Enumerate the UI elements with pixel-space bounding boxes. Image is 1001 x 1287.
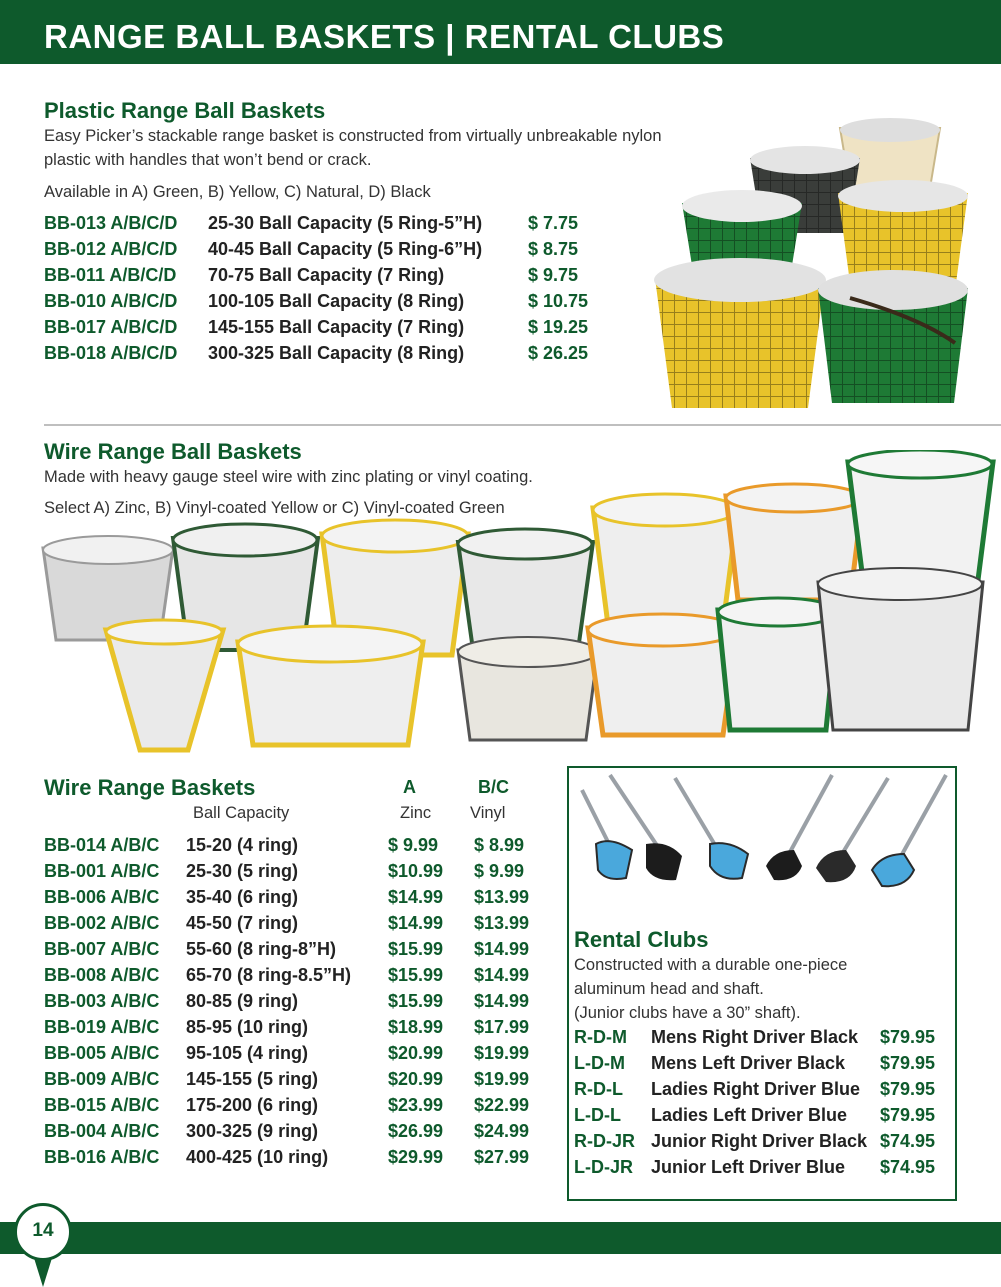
item-code: BB-002 A/B/C bbox=[44, 913, 160, 933]
item-capacity: 35-40 (6 ring) bbox=[186, 887, 299, 907]
item-code: BB-019 A/B/C bbox=[44, 1017, 160, 1037]
item-capacity: 145-155 (5 ring) bbox=[186, 1069, 319, 1089]
item-code: BB-011 A/B/C/D bbox=[44, 265, 177, 285]
item-price-bc: $19.99 bbox=[474, 1043, 530, 1063]
item-code: R-D-L bbox=[574, 1079, 623, 1099]
wire-select-text: Select A) Zinc, B) Vinyl-coated Yellow or C) Vinyl-coated Green bbox=[44, 499, 505, 517]
column-bc-label: B/C bbox=[478, 777, 509, 797]
item-price-a: $18.99 bbox=[388, 1017, 444, 1037]
item-price-a: $26.99 bbox=[388, 1121, 444, 1141]
item-price: $ 9.75 bbox=[528, 265, 579, 285]
item-capacity: 45-50 (7 ring) bbox=[186, 913, 299, 933]
item-description: 70-75 Ball Capacity (7 Ring) bbox=[208, 265, 445, 285]
item-code: R-D-JR bbox=[574, 1131, 635, 1151]
item-capacity: 65-70 (8 ring-8.5”H) bbox=[186, 965, 352, 985]
item-capacity: 95-105 (4 ring) bbox=[186, 1043, 309, 1063]
item-code: BB-004 A/B/C bbox=[44, 1121, 160, 1141]
item-description: 100-105 Ball Capacity (8 Ring) bbox=[208, 291, 465, 311]
wire-table-title: Wire Range Baskets bbox=[44, 775, 256, 800]
item-price: $ 10.75 bbox=[528, 291, 589, 311]
page-title: RANGE BALL BASKETS | RENTAL CLUBS bbox=[44, 18, 725, 55]
item-code: BB-003 A/B/C bbox=[44, 991, 160, 1011]
item-price-bc: $13.99 bbox=[474, 887, 530, 907]
item-capacity: 55-60 (8 ring-8”H) bbox=[186, 939, 337, 959]
plastic-baskets-image bbox=[650, 108, 980, 416]
item-code: BB-018 A/B/C/D bbox=[44, 343, 178, 363]
item-price: $74.95 bbox=[880, 1157, 936, 1177]
item-price-bc: $19.99 bbox=[474, 1069, 530, 1089]
plastic-description-line1: Easy Picker’s stackable range basket is constructed from virtually unbreakable nylon bbox=[44, 127, 662, 145]
item-price: $ 8.75 bbox=[528, 239, 579, 259]
vinyl-column-sub: Vinyl bbox=[470, 804, 506, 822]
item-code: BB-008 A/B/C bbox=[44, 965, 160, 985]
item-price-bc: $22.99 bbox=[474, 1095, 530, 1115]
item-code: BB-017 A/B/C/D bbox=[44, 317, 178, 337]
item-code: BB-016 A/B/C bbox=[44, 1147, 160, 1167]
item-description: Mens Left Driver Black bbox=[651, 1053, 846, 1073]
item-code: BB-015 A/B/C bbox=[44, 1095, 160, 1115]
page-number: 14 bbox=[32, 1220, 54, 1241]
item-description: Junior Left Driver Blue bbox=[651, 1157, 846, 1177]
item-code: BB-009 A/B/C bbox=[44, 1069, 160, 1089]
item-price-bc: $24.99 bbox=[474, 1121, 530, 1141]
item-price-bc: $ 9.99 bbox=[474, 861, 525, 881]
golf-tee-icon bbox=[34, 1258, 52, 1287]
item-description: 300-325 Ball Capacity (8 Ring) bbox=[208, 343, 465, 363]
item-capacity: 85-95 (10 ring) bbox=[186, 1017, 309, 1037]
item-code: BB-014 A/B/C bbox=[44, 835, 160, 855]
item-price-a: $14.99 bbox=[388, 913, 444, 933]
item-price-a: $20.99 bbox=[388, 1069, 444, 1089]
item-price-a: $15.99 bbox=[388, 939, 444, 959]
item-price: $79.95 bbox=[880, 1027, 936, 1047]
item-code: BB-006 A/B/C bbox=[44, 887, 160, 907]
item-capacity: 400-425 (10 ring) bbox=[186, 1147, 329, 1167]
item-capacity: 80-85 (9 ring) bbox=[186, 991, 299, 1011]
item-code: BB-007 A/B/C bbox=[44, 939, 160, 959]
item-description: Junior Right Driver Black bbox=[651, 1131, 868, 1151]
item-capacity: 175-200 (6 ring) bbox=[186, 1095, 319, 1115]
item-price: $ 26.25 bbox=[528, 343, 589, 363]
capacity-column-header: Ball Capacity bbox=[193, 804, 290, 822]
item-price-bc: $17.99 bbox=[474, 1017, 530, 1037]
item-code: BB-012 A/B/C/D bbox=[44, 239, 178, 259]
golf-ball-icon bbox=[14, 1203, 72, 1261]
item-code: L-D-M bbox=[574, 1053, 625, 1073]
header-bar bbox=[0, 0, 1001, 64]
item-price-bc: $14.99 bbox=[474, 965, 530, 985]
item-price-bc: $13.99 bbox=[474, 913, 530, 933]
item-price-a: $15.99 bbox=[388, 991, 444, 1011]
item-code: BB-001 A/B/C bbox=[44, 861, 160, 881]
item-capacity: 15-20 (4 ring) bbox=[186, 835, 299, 855]
item-code: BB-013 A/B/C/D bbox=[44, 213, 178, 233]
item-price: $79.95 bbox=[880, 1079, 936, 1099]
rental-description-line1: Constructed with a durable one-piece bbox=[574, 956, 848, 974]
item-price-a: $ 9.99 bbox=[388, 835, 439, 855]
item-price-bc: $14.99 bbox=[474, 939, 530, 959]
zinc-column-sub: Zinc bbox=[400, 804, 432, 822]
item-capacity: 25-30 (5 ring) bbox=[186, 861, 299, 881]
wire-baskets-image bbox=[38, 450, 1001, 756]
rental-clubs-title: Rental Clubs bbox=[574, 927, 709, 952]
item-price-a: $15.99 bbox=[388, 965, 444, 985]
item-description: Ladies Right Driver Blue bbox=[651, 1079, 861, 1099]
item-code: R-D-M bbox=[574, 1027, 627, 1047]
item-price-a: $10.99 bbox=[388, 861, 444, 881]
item-code: BB-010 A/B/C/D bbox=[44, 291, 178, 311]
item-code: BB-005 A/B/C bbox=[44, 1043, 160, 1063]
plastic-section-title: Plastic Range Ball Baskets bbox=[44, 98, 326, 123]
item-price: $ 19.25 bbox=[528, 317, 589, 337]
plastic-description-line2: plastic with handles that won’t bend or crack. bbox=[44, 151, 372, 169]
item-price-bc: $27.99 bbox=[474, 1147, 530, 1167]
item-price-a: $14.99 bbox=[388, 887, 444, 907]
item-price-bc: $14.99 bbox=[474, 991, 530, 1011]
item-description: Mens Right Driver Black bbox=[651, 1027, 859, 1047]
column-a-label: A bbox=[403, 777, 416, 797]
rental-clubs-image bbox=[570, 770, 954, 895]
item-code: L-D-L bbox=[574, 1105, 621, 1125]
item-capacity: 300-325 (9 ring) bbox=[186, 1121, 319, 1141]
rental-description-line2: aluminum head and shaft. bbox=[574, 980, 764, 998]
item-code: L-D-JR bbox=[574, 1157, 633, 1177]
item-price-bc: $ 8.99 bbox=[474, 835, 525, 855]
item-description: 25-30 Ball Capacity (5 Ring-5”H) bbox=[208, 213, 483, 233]
item-price: $79.95 bbox=[880, 1105, 936, 1125]
item-price: $ 7.75 bbox=[528, 213, 579, 233]
item-price-a: $29.99 bbox=[388, 1147, 444, 1167]
item-price-a: $20.99 bbox=[388, 1043, 444, 1063]
item-price: $79.95 bbox=[880, 1053, 936, 1073]
item-price-a: $23.99 bbox=[388, 1095, 444, 1115]
rental-description-line3: (Junior clubs have a 30” shaft). bbox=[574, 1004, 801, 1022]
section-divider bbox=[44, 424, 1001, 426]
item-description: 40-45 Ball Capacity (5 Ring-6”H) bbox=[208, 239, 483, 259]
footer-bar bbox=[0, 1222, 1001, 1254]
wire-description: Made with heavy gauge steel wire with zinc plating or vinyl coating. bbox=[44, 468, 533, 486]
item-description: 145-155 Ball Capacity (7 Ring) bbox=[208, 317, 465, 337]
plastic-colors-text: Available in A) Green, B) Yellow, C) Natural, D) Black bbox=[44, 183, 431, 201]
item-price: $74.95 bbox=[880, 1131, 936, 1151]
item-description: Ladies Left Driver Blue bbox=[651, 1105, 848, 1125]
wire-section-title: Wire Range Ball Baskets bbox=[44, 439, 302, 464]
